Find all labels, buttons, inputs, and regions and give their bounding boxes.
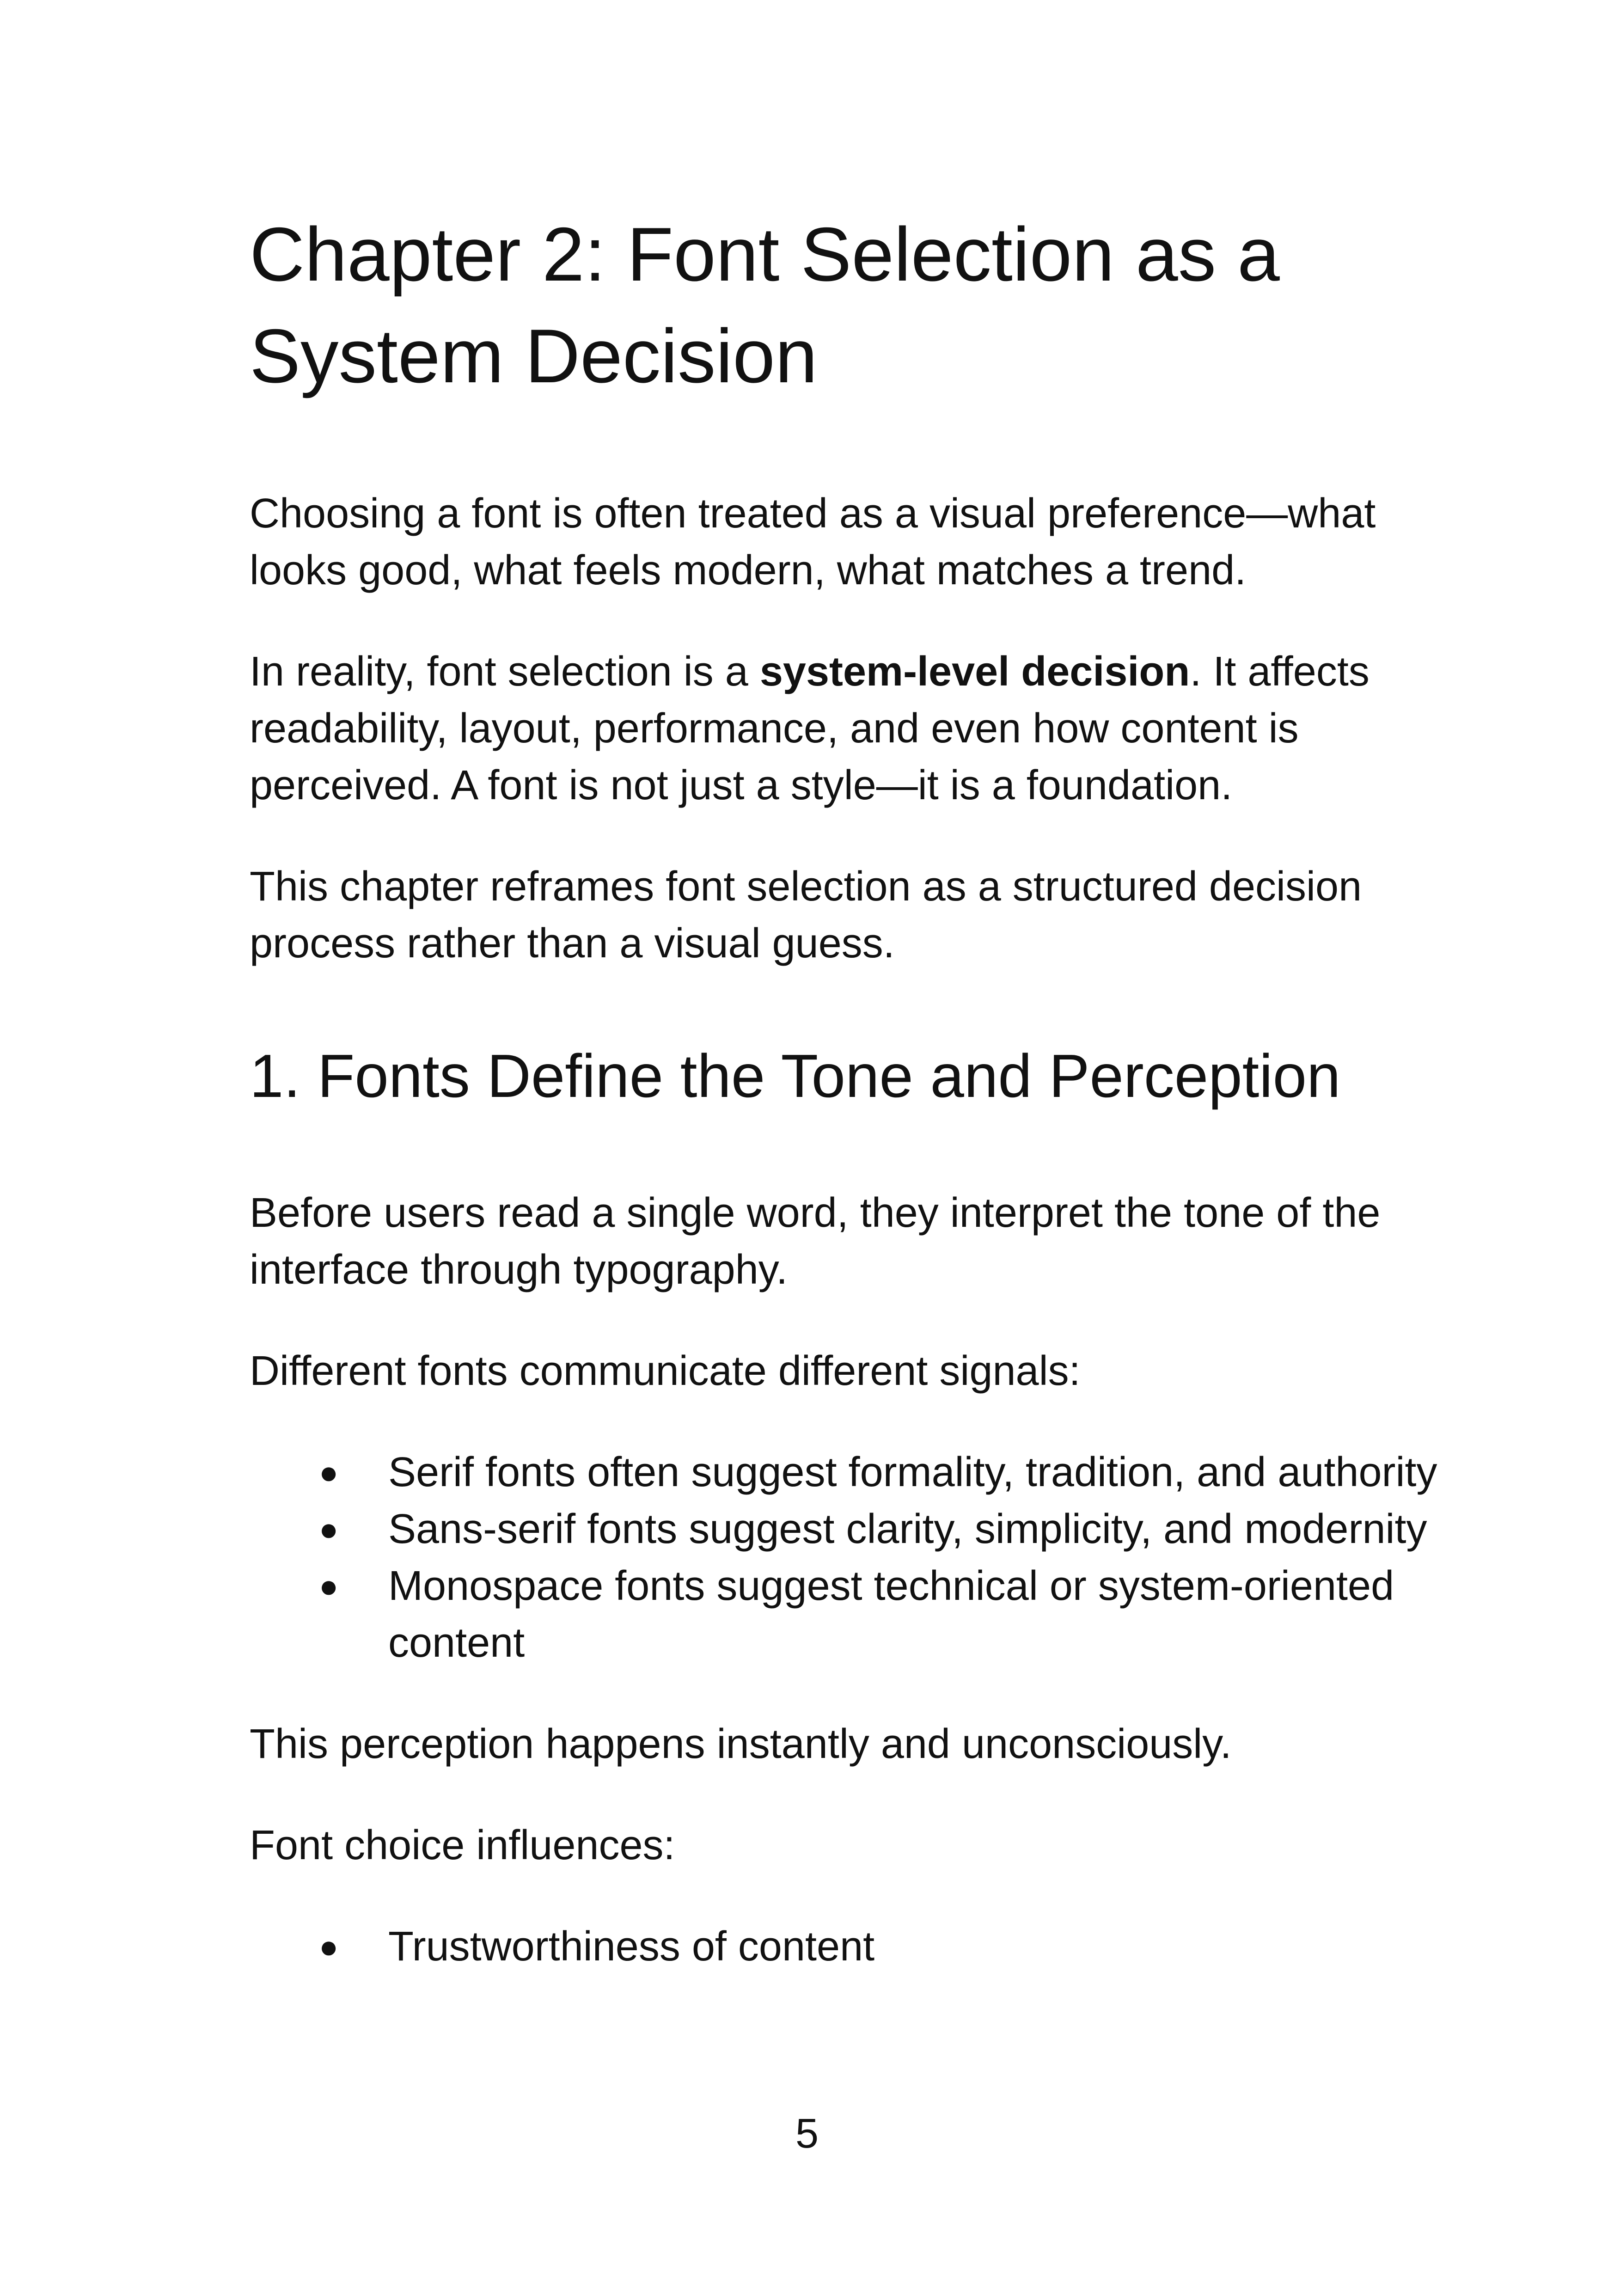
font-influences-list xyxy=(250,1918,1451,1975)
section-1-paragraph-4: Font choice influences: xyxy=(250,1822,675,1868)
list-item-serif xyxy=(250,1444,1451,1501)
intro-paragraph-3: This chapter reframes font selection as a structured decision process rather than a visual guess. xyxy=(250,863,1362,967)
section-1-heading: 1. Fonts Define the Tone and Perception xyxy=(250,1042,1341,1110)
system-level-decision-emphasis: system-level decision xyxy=(759,649,1190,695)
intro-paragraph-2-end: . It affects readability, layout, performance, and even how content is perceived. A font is not just a style—it is a foundation. xyxy=(250,649,1369,808)
section-1-paragraph-2: Different fonts communicate different signals: xyxy=(250,1348,1081,1394)
list-item-text: Serif fonts often suggest formality, tradition, and authority xyxy=(388,1449,1437,1495)
list-item-monospace xyxy=(250,1558,1451,1671)
list-item-sans-serif xyxy=(250,1501,1451,1558)
bullet-icon: ● xyxy=(319,1511,339,1547)
list-item-text: Sans-serif fonts suggest clarity, simplicity, and modernity xyxy=(388,1506,1427,1552)
bullet-icon: ● xyxy=(319,1454,339,1490)
page-number: 5 xyxy=(795,2111,819,2157)
bullet-icon: ● xyxy=(319,1568,339,1604)
font-signals-list xyxy=(250,1444,1451,1671)
list-item-trustworthiness xyxy=(250,1918,1451,1975)
section-1-paragraph-1: Before users read a single word, they interpret the tone of the interface through typography. xyxy=(250,1190,1381,1293)
bullet-icon: ● xyxy=(319,1929,339,1965)
section-1-paragraph-3: This perception happens instantly and unconsciously. xyxy=(250,1721,1232,1767)
intro-paragraph-1: Choosing a font is often treated as a visual preference—what looks good, what feels modern, what matches a trend. xyxy=(250,490,1376,594)
intro-paragraph-2 xyxy=(250,643,1451,814)
page-content xyxy=(250,203,1451,2020)
chapter-title: Chapter 2: Font Selection as a System Decision xyxy=(250,212,1280,398)
list-item-text: Monospace fonts suggest technical or system-oriented content xyxy=(388,1563,1394,1666)
intro-paragraph-2-start: In reality, font selection is a xyxy=(250,649,760,695)
list-item-text: Trustworthiness of content xyxy=(388,1923,875,1970)
